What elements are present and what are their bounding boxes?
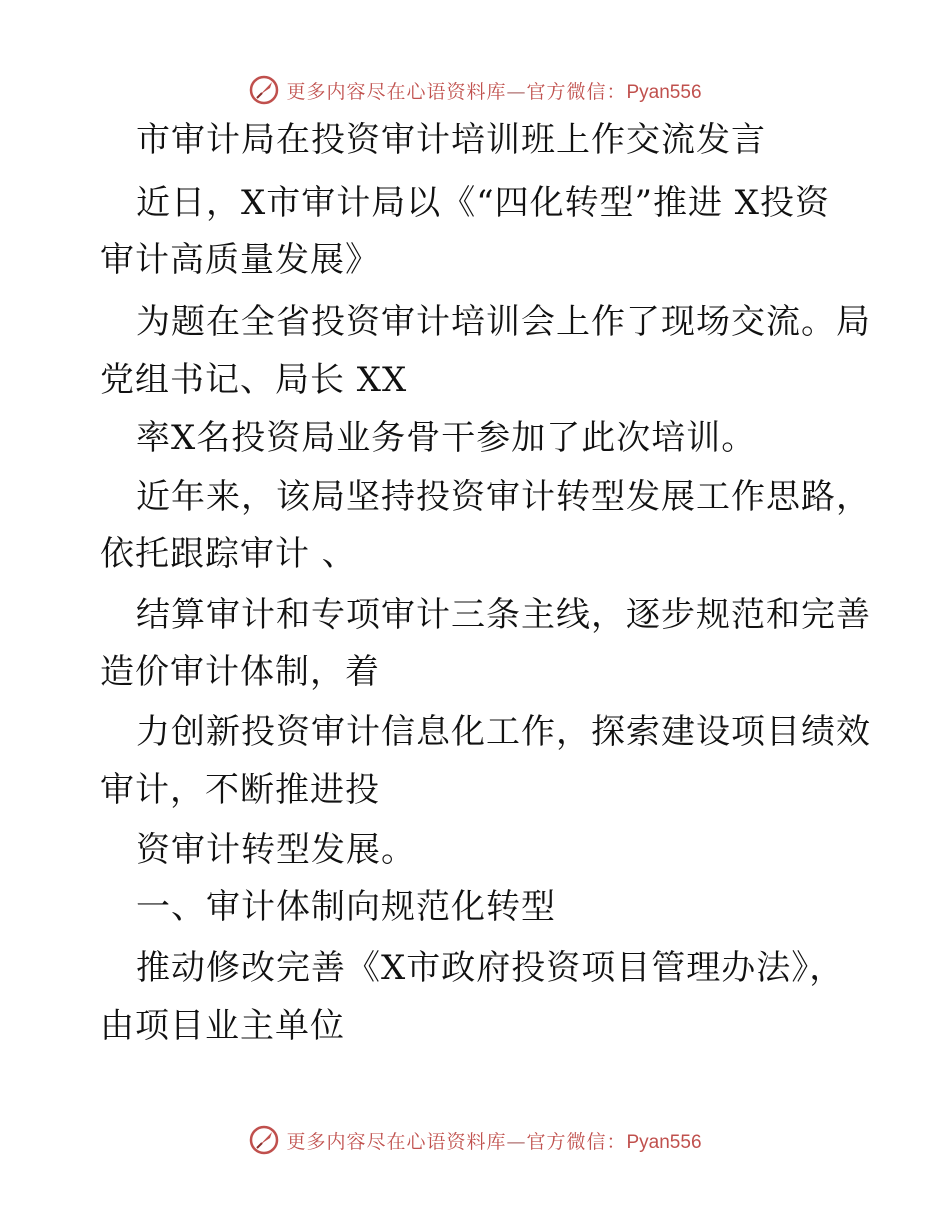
paragraph-line: 依托跟踪审计 、: [100, 534, 357, 574]
paragraph-line: 审计，不断推进投: [100, 770, 380, 810]
banner-wechat-id: Pyan556: [626, 1131, 702, 1153]
paragraph-line: 力创新投资审计信息化工作，探索建设项目绩效: [136, 712, 871, 752]
paragraph-line: 造价审计体制，着: [100, 652, 380, 692]
banner-wechat-label: 官方微信：: [526, 80, 627, 103]
banner-wechat-id: Pyan556: [626, 81, 702, 103]
paragraph-line: 近日，X市审计局以《“四化转型”推进 X投资: [136, 183, 830, 223]
paragraph-line: 由项目业主单位: [100, 1006, 345, 1046]
banner-text: [286, 1127, 701, 1154]
paragraph-line: 结算审计和专项审计三条主线，逐步规范和完善: [136, 595, 871, 635]
section-heading: 一、审计体制向规范化转型: [136, 887, 556, 927]
banner-text: [286, 77, 701, 104]
banner-separator: —: [506, 1130, 527, 1153]
banner-brand: 更多内容尽在心语资料库: [286, 80, 507, 103]
banner-wechat-label: 官方微信：: [526, 1130, 627, 1153]
quill-logo-icon: [248, 1124, 280, 1156]
paragraph-line: 审计高质量发展》: [100, 240, 380, 280]
footer-banner: [0, 1120, 950, 1160]
paragraph-line: 资审计转型发展。: [136, 830, 416, 870]
paragraph-line: 率X名投资局业务骨干参加了此次培训。: [136, 418, 757, 458]
document-title: 市审计局在投资审计培训班上作交流发言: [136, 120, 766, 160]
paragraph-line: 近年来，该局坚持投资审计转型发展工作思路，: [136, 477, 871, 517]
banner-separator: —: [506, 80, 527, 103]
paragraph-line: 党组书记、局长 XX: [100, 360, 408, 400]
banner-brand: 更多内容尽在心语资料库: [286, 1130, 507, 1153]
paragraph-line: 为题在全省投资审计培训会上作了现场交流。局: [136, 302, 871, 342]
header-banner: [0, 70, 950, 110]
paragraph-line: 推动修改完善《X市政府投资项目管理办法》，: [136, 948, 845, 988]
quill-logo-icon: [248, 74, 280, 106]
